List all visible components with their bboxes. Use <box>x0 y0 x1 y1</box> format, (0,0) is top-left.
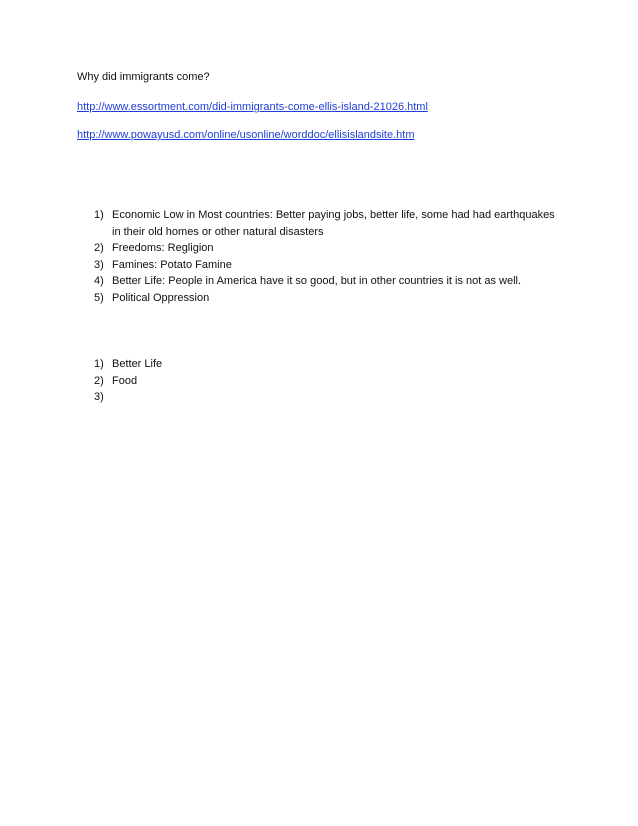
list-item <box>94 389 394 406</box>
list-item <box>94 373 394 390</box>
list-item-text: Better Life <box>112 358 163 370</box>
list-item-number: 1) <box>94 358 104 370</box>
list-item <box>94 273 564 290</box>
reasons-list <box>94 207 564 306</box>
list-item-number: 3) <box>94 258 104 271</box>
list-item-number: 2) <box>94 374 104 387</box>
list-item-text: Better Life: People in America have it so good, but in other countries it is not as well. <box>112 275 522 287</box>
list-item <box>94 207 564 240</box>
list-item-text <box>112 389 394 406</box>
list-item <box>94 240 564 257</box>
list-item <box>94 290 564 307</box>
list-item <box>94 257 564 274</box>
essortment-link[interactable]: http://www.essortment.com/did-immigrants-come-ellis-island-21026.html <box>77 101 428 113</box>
list-item-number: 4) <box>94 275 104 287</box>
list-item-number: 1) <box>94 209 104 221</box>
second-list <box>94 356 394 406</box>
list-item-text: Political Oppression <box>112 291 210 304</box>
list-item-number: 3) <box>94 391 104 403</box>
list-item-text: Economic Low in Most countries: Better paying jobs, better life, some had had earthquakes in their old homes or other natural disasters <box>112 209 555 238</box>
list-item <box>94 356 394 373</box>
document-heading: Why did immigrants come? <box>77 71 210 83</box>
list-item-number: 2) <box>94 242 104 254</box>
list-item-text: Food <box>112 374 138 387</box>
list-item-number: 5) <box>94 291 104 304</box>
powayusd-link[interactable]: http://www.powayusd.com/online/usonline/worddoc/ellisislandsite.htm <box>77 129 415 141</box>
list-item-text: Famines: Potato Famine <box>112 258 232 271</box>
list-item-text: Freedoms: Regligion <box>112 242 214 254</box>
